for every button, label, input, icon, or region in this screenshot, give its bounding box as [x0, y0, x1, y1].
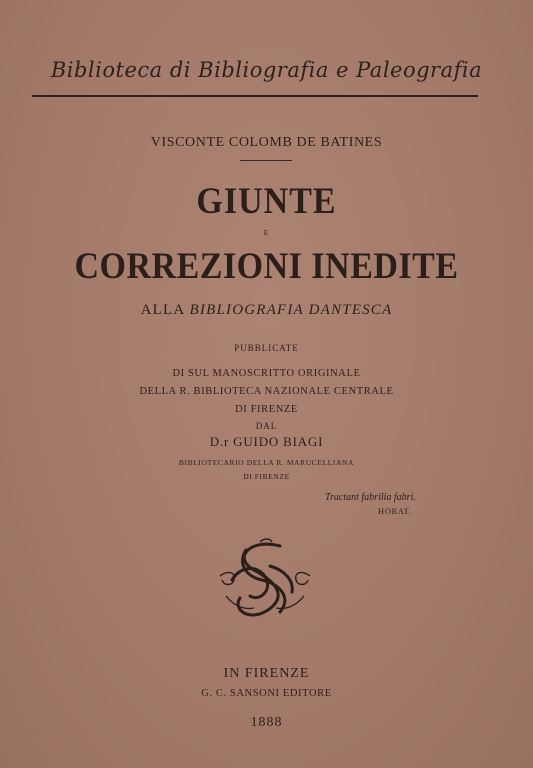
published-label: PUBBLICATE [234, 343, 299, 353]
editor-role: BIBLIOTECARIO DELLA R. MARUCELLIANA [178, 458, 355, 467]
source-line-3: DI FIRENZE [235, 404, 298, 415]
author: VISCONTE COLOMB DE BATINES [150, 135, 383, 150]
by-label: DAL [255, 421, 278, 431]
year: 1888 [250, 715, 283, 730]
series-rule [32, 95, 478, 97]
subtitle-prefix: ALLA [140, 302, 185, 318]
series-title: Biblioteca di Bibliografia e Paleografia [50, 58, 483, 82]
source-line-2: DELLA R. BIBLIOTECA NAZIONALE CENTRALE [139, 386, 394, 397]
subtitle-italic: BIBLIOGRAFIA DANTESCA [189, 302, 393, 318]
editor-place: DI FIRENZE [243, 472, 290, 481]
title-line-2: CORREZIONI INEDITE [74, 246, 459, 287]
publisher: G. C. SANSONI EDITORE [201, 688, 332, 699]
subtitle [0, 302, 533, 319]
author-rule [240, 160, 292, 161]
imprint-place: IN FIRENZE [223, 666, 310, 681]
motto-source: HORAT. [378, 506, 412, 516]
title-line-1: GIUNTE [196, 181, 337, 222]
publisher-monogram-emblem-icon [210, 536, 320, 624]
title-conjunction: E [263, 229, 270, 237]
motto: Tractant fabrilia fabri. [325, 492, 416, 503]
source-line-1: DI SUL MANOSCRITTO ORIGINALE [172, 368, 361, 379]
editor-name: D.r GUIDO BIAGI [209, 434, 324, 449]
